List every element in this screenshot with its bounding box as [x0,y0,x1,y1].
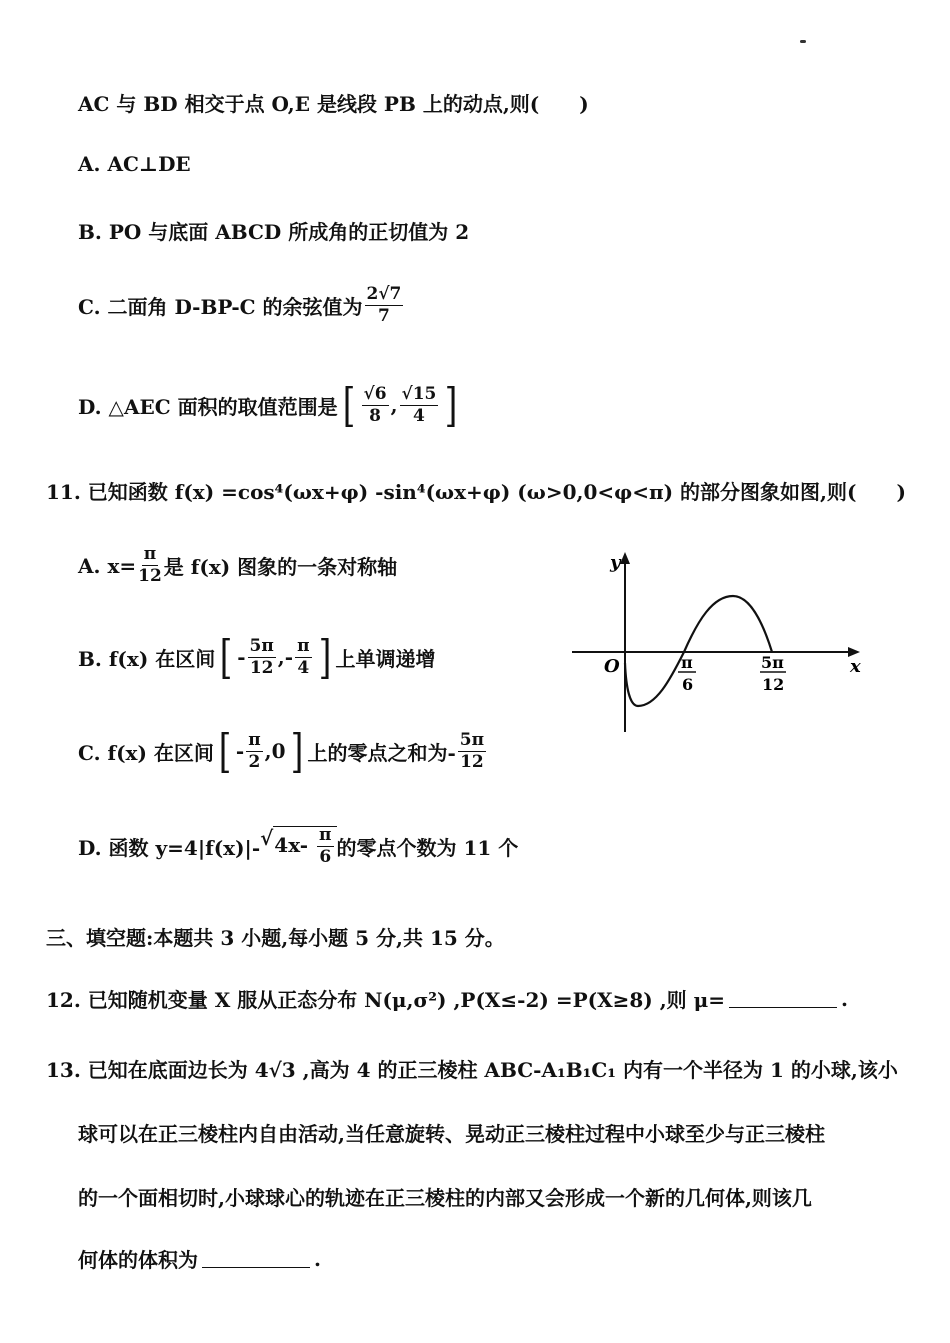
fraction-denominator: 7 [378,306,390,326]
fraction-numerator: π [297,635,310,656]
radical-icon: √ [260,826,274,850]
left-bracket: [ [219,630,233,684]
q12-text: 12. 已知随机变量 X 服从正态分布 N(μ,σ²) ,P(X≤-2) =P(X≥8) ,则 μ= [46,988,726,1012]
q11-option-c-mid: ,0 [264,739,286,763]
q13-line-1 [46,1054,898,1083]
fraction-denominator: 4 [413,405,425,426]
origin-label: O [604,656,620,677]
comma: , [390,393,398,417]
q10-option-c-text: C. 二面角 D-BP-C 的余弦值为 [78,295,363,319]
minus-sign: - [235,739,245,763]
q11-option-c-fraction-1 [246,729,262,772]
q10-option-d-fraction-2 [400,383,439,426]
radicand [273,826,336,866]
q11-option-a-suffix: 是 f(x) 图象的一条对称轴 [163,555,398,579]
q11-option-c-fraction-2 [458,729,486,772]
q11-option-d-sqrt [260,826,336,866]
fraction-numerator: π [143,544,157,564]
q11-option-d-suffix: 的零点个数为 11 个 [336,835,519,860]
q13-line-3 [78,1182,812,1211]
q10-option-b [78,216,469,245]
comma-minus: ,- [277,645,294,669]
radicand-fraction [317,827,333,866]
fraction-numerator: π [319,825,332,845]
radicand-prefix: 4x- [274,833,309,857]
fraction-denominator: 8 [369,405,381,426]
scan-speck [800,40,806,43]
q13-line-4-text: 何体的体积为 [78,1248,198,1272]
q12-end: . [841,986,848,1011]
tick-5pi-12-numerator: 5π [761,653,784,672]
y-axis-label: y [610,552,621,573]
q10-option-a-text: A. AC⊥DE [78,152,191,176]
q10-stem-text: AC 与 BD 相交于点 O,E 是线段 PB 上的动点,则( ) [78,92,589,116]
q13-answer-blank[interactable] [202,1249,310,1268]
q11-option-c [78,724,488,778]
fraction-denominator: 12 [249,657,274,678]
q10-option-d [78,378,462,432]
q11-stem-text: 11. 已知函数 f(x) =cos⁴(ωx+φ) -sin⁴(ωx+φ) (ω>0,0<φ<π) 的部分图象如图,则( ) [46,480,906,504]
fraction-denominator: 12 [460,751,484,772]
tick-pi-6-denominator: 6 [682,675,694,694]
q10-option-a [78,152,191,176]
y-axis-arrow-icon [620,552,630,564]
left-bracket: [ [342,378,355,432]
fraction-denominator: 4 [297,657,310,678]
q11-option-b-fraction-1 [248,635,276,678]
q11-option-a-fraction [138,546,162,585]
q11-option-b [78,630,436,684]
q13-line-4 [78,1244,321,1273]
fraction-numerator: 5π [459,729,485,750]
q10-option-c [78,286,405,325]
q12 [46,984,848,1013]
fraction-numerator: 2√7 [366,284,402,304]
q10-option-d-text: D. △AEC 面积的取值范围是 [78,394,338,419]
q13-line-2 [78,1118,825,1147]
fraction-numerator: π [248,729,261,750]
minus-sign: - [237,645,246,669]
q11-option-b-fraction-2 [295,635,311,678]
fraction-denominator: 12 [138,566,162,586]
q11-stem [46,476,906,505]
q10-stem [78,88,589,117]
section-3-title-text: 三、填空题:本题共 3 小题,每小题 5 分,共 15 分。 [46,926,505,950]
right-bracket: ] [445,378,458,432]
right-bracket: ] [318,630,331,684]
q13-line-3-text: 的一个面相切时,小球球心的轨迹在正三棱柱的内部又会形成一个新的几何体,则该几 [78,1186,812,1210]
q10-option-c-fraction [365,286,404,325]
right-bracket: ] [290,724,303,778]
fraction-numerator: √15 [401,383,437,404]
tick-5pi-12-denominator: 12 [762,675,785,694]
q11-option-d-prefix: D. 函数 y=4|f(x)|- [78,835,261,860]
q11-option-b-suffix: 上单调递增 [335,646,436,671]
fraction-numerator: 5π [249,635,274,656]
q13-line-2-text: 球可以在正三棱柱内自由活动,当任意旋转、晃动正三棱柱过程中小球至少与正三棱柱 [78,1122,825,1146]
q11-option-c-prefix: C. f(x) 在区间 [78,740,214,765]
q11-function-graph [568,548,868,738]
q13-line-1-text: 13. 已知在底面边长为 4√3 ,高为 4 的正三棱柱 ABC-A₁B₁C₁ 内有一个半径为 1 的小球,该小 [46,1058,898,1082]
q10-option-d-fraction-1 [362,383,389,426]
q13-end: . [314,1246,321,1271]
q12-answer-blank[interactable] [729,989,837,1008]
fraction-denominator: 6 [319,847,332,867]
fraction-denominator: 2 [248,751,261,772]
q11-option-a-prefix: A. x= [78,553,137,578]
q11-option-b-prefix: B. f(x) 在区间 [78,646,216,671]
tick-pi-6-numerator: π [681,653,693,672]
q11-option-d [78,826,518,866]
left-bracket: [ [218,724,232,778]
x-axis-label: x [850,656,861,677]
q11-option-c-suffix: 上的零点之和为- [307,740,456,765]
section-3-title [46,922,505,951]
q10-option-b-text: B. PO 与底面 ABCD 所成角的正切值为 2 [78,220,470,244]
fraction-numerator: √6 [363,383,387,404]
q11-option-a [78,546,397,585]
